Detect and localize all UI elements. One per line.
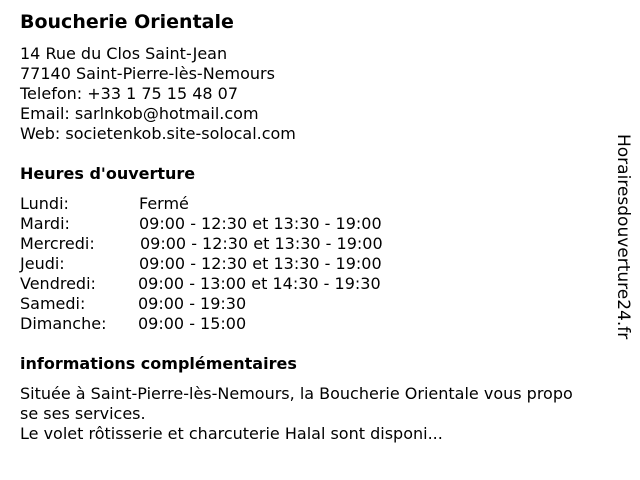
- email-line: Email: sarlnkob@hotmail.com: [20, 104, 259, 123]
- day-label: Mardi:: [20, 214, 70, 233]
- watermark-text: Horairesdouverture24.fr: [613, 134, 633, 340]
- info-heading: informations complémentaires: [20, 354, 297, 373]
- day-label: Lundi:: [20, 194, 69, 213]
- web-line: Web: societenkob.site-solocal.com: [20, 124, 296, 143]
- time-value: 09:00 - 19:30: [138, 294, 247, 313]
- description-line: se ses services.: [20, 404, 146, 423]
- time-value: 09:00 - 12:30 et 13:30 - 19:00: [140, 234, 383, 253]
- phone-line: Telefon: +33 1 75 15 48 07: [20, 84, 239, 103]
- day-label: Mercredi:: [20, 234, 95, 253]
- description-line: Située à Saint-Pierre-lès-Nemours, la Boucherie Orientale vous propo: [20, 384, 573, 403]
- time-value: 09:00 - 12:30 et 13:30 - 19:00: [139, 214, 382, 233]
- day-label: Vendredi:: [20, 274, 96, 293]
- site-watermark: [612, 134, 636, 374]
- hours-heading: Heures d'ouverture: [20, 164, 196, 183]
- address-street: 14 Rue du Clos Saint-Jean: [20, 44, 228, 63]
- time-value: Fermé: [139, 194, 189, 213]
- business-name: Boucherie Orientale: [20, 11, 234, 33]
- address-city: 77140 Saint-Pierre-lès-Nemours: [20, 64, 275, 83]
- time-value: 09:00 - 13:00 et 14:30 - 19:30: [138, 274, 381, 293]
- contact-block: [20, 44, 296, 144]
- day-label: Dimanche:: [20, 314, 107, 333]
- description-line: Le volet rôtisserie et charcuterie Halal sont disponi...: [20, 424, 443, 443]
- time-value: 09:00 - 12:30 et 13:30 - 19:00: [139, 254, 382, 273]
- day-label: Jeudi:: [20, 254, 65, 273]
- time-value: 09:00 - 15:00: [138, 314, 247, 333]
- day-label: Samedi:: [20, 294, 86, 313]
- description-text: [20, 384, 610, 444]
